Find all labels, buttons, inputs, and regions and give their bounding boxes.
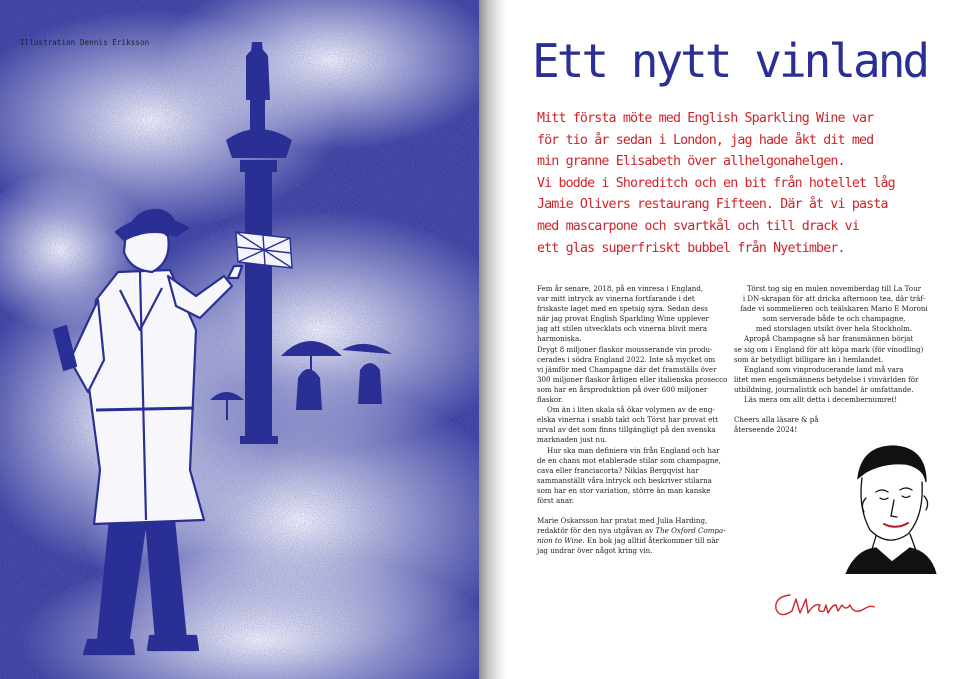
signature xyxy=(770,587,880,623)
lead-line: för tio år sedan i London, jag hade åkt dit med xyxy=(537,132,874,148)
paragraph: Cheers alla läsare & på återseende 2024! xyxy=(734,415,819,435)
body-column-left xyxy=(537,284,743,556)
paragraph: Drygt 8 miljoner flaskor mousserande vin produ- cerades i södra England 2022. Inte så mycket om vi jämför med Champagne där det framställs över 300 miljoner flaskor årligen eller italienska prosecco som har en årsproduktion på över 600 miljoner flaskor. xyxy=(537,344,728,405)
lead-line: med mascarpone och svartkål och till drack vi xyxy=(537,218,859,234)
lead-line: Jamie Olivers restaurang Fifteen. Där åt vi pasta xyxy=(537,197,888,213)
paragraph: Fem år senare, 2018, på en vinresa i England, var mitt intryck av vinerna fortfarande i det friskaste laget med en spetsig syra. Sedan dess när jag provat English Sparkling Wine upplever jag att stilen utvecklats och vinerna blivit mera harmoniska. xyxy=(537,284,709,344)
page-title: Ett nytt vinland xyxy=(532,34,928,88)
paragraph: Läs mera om allt detta i decembernumret! xyxy=(744,395,898,405)
paragraph: Marie Oskarsson har pratat med Julia Harding, redaktör för den nya utgåvan av The Oxford Compa- nion to Wine. En bok jag alltid återkommer till när jag undrar över något kring vin. xyxy=(537,516,726,556)
lead-line: min granne Elisabeth över allhelgonahelgen. xyxy=(537,154,845,170)
author-portrait xyxy=(836,438,940,574)
paragraph: England som vinproducerande land må vara litet men engelsmännens betydelse i vinvärlden för utbildning, journalistik och handel är omfattande. xyxy=(734,364,919,394)
paragraph: Apropå Champagne så har fransmännen börjat se sig om i England för att köpa mark (för vinodling) som är betydligt billigare än i hemlandet. xyxy=(734,334,924,364)
lead-line: Vi bodde i Shoreditch och en bit från hotellet låg xyxy=(537,175,895,191)
lead-line: ett glas superfriskt bubbel från Nyetimber. xyxy=(537,240,845,256)
paragraph: Om än i liten skala så ökar volymen av de eng- elska vinerna i snabb takt och Törst har provat ett urval av det som finns tillgängligt på den svenska marknaden just nu. xyxy=(537,405,718,445)
page-spine-shadow xyxy=(479,0,507,679)
illustration-credit: Illustration Dennis Eriksson xyxy=(20,38,150,47)
paragraph: Hur ska man definiera vin från England och har de en chans mot etablerade stilar som champagne, cava eller franciacorta? Niklas Bergqvist har sammanställt våra intryck och beskriver stilarna som har en stor variation, större än man kanske först anar. xyxy=(537,445,721,505)
body-column-right xyxy=(734,284,934,435)
flag-banner xyxy=(236,232,292,268)
illustration-page xyxy=(0,0,479,679)
lead-paragraph xyxy=(537,108,937,259)
paragraph: Törst tog sig en mulen novemberdag till La Tour i DN-skrapan för att dricka afternoon tea, där träf- fade vi sommelieren och teälskaren Mario E Moroni som serverade både te och champagne, med storslagen utsikt över hela Stockholm. xyxy=(740,284,928,334)
illustration xyxy=(0,0,479,679)
lead-line: Mitt första möte med English Sparkling Wine var xyxy=(537,111,874,126)
